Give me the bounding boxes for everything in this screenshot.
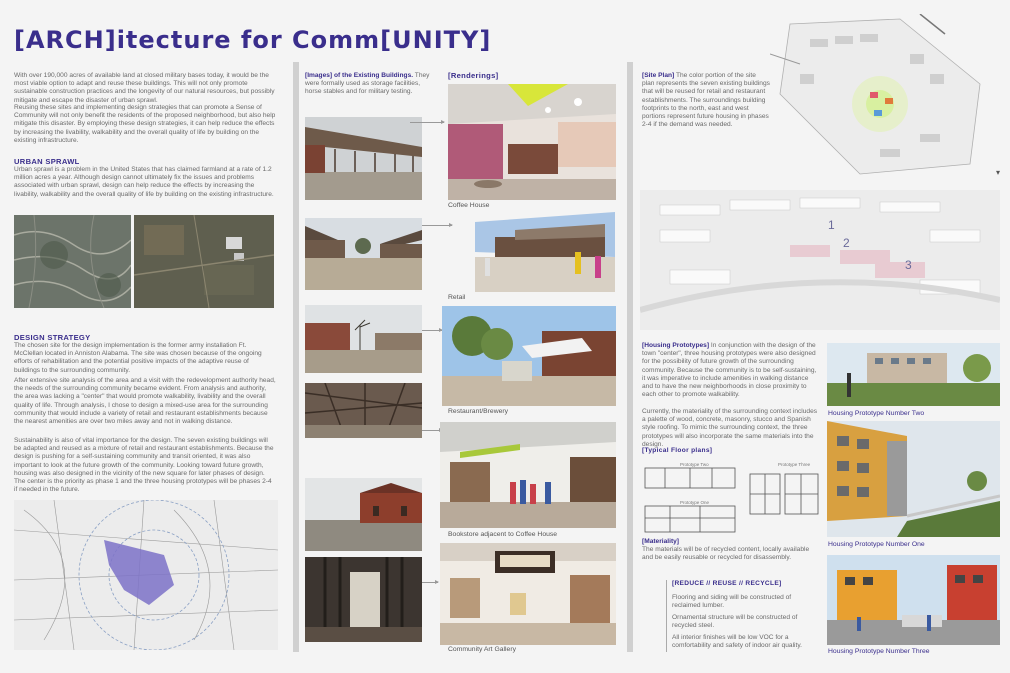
- aerial-photo-sprawl-2: [134, 215, 274, 308]
- housing-materiality-context: Currently, the materiality of the surrounding context includes a palette of wood, concrete, masonry, stucco and Spanish style roofing. To mimic the surrounding context, the three prototypes will also incorporate the same materials into the design.: [642, 408, 818, 448]
- housing-prototype-two-render: [827, 343, 1000, 406]
- floor-plan-three: [745, 464, 823, 522]
- arrow-3: [422, 330, 442, 331]
- caption-bookstore: Bookstore adjacent to Coffee House: [448, 531, 558, 538]
- design-strategy-paragraph-2: After extensive site analysis of the area and a visit with the redevelopment authority head, the needs of the surrounding community became evident. From analysis and authority, the area was lacking a "center" that would promote walkability, livability and the overall quality of life. Through analysis, I chose to design a mixed-use area for the surrounding community that would include a variety of retail and restaurant establishments because the nearest amenities are over two miles away and not in walking distance.: [14, 377, 276, 426]
- housing-prototype-one-render: [827, 421, 1000, 537]
- renderings-heading: [Renderings]: [448, 71, 499, 80]
- design-strategy-paragraph-1: The chosen site for the design implementation is the former army installation Ft. McClellan located in Anniston Alabama. The site was chosen because of the ongoing efforts of rehabilitation and the potential positive impacts of the adaptive reuse of buildings to the surrounding community.: [14, 342, 262, 374]
- site-marker-2: 2: [843, 236, 850, 250]
- caption-housing-prototype-one: Housing Prototype Number One: [828, 541, 925, 548]
- column-divider-right: [627, 62, 633, 652]
- rendering-art-gallery: [440, 543, 616, 645]
- existing-building-photo-4: [305, 383, 422, 438]
- plan-label-prototype-two: Prototype Two: [680, 462, 709, 467]
- housing-prototypes-heading: [Housing Prototypes]: [642, 342, 710, 349]
- urban-sprawl-text: Urban sprawl is a problem in the United States that has claimed farmland at a rate of 1.2 million acres a year. Although design cannot ultimately fix the issues and problems associated with urban sprawl, design can help reduce the effects by increasing the livability, walkability and the overall quality of life by building on the existing infrastructure.: [14, 166, 274, 198]
- typical-floor-plans-heading: [Typical Floor plans]: [642, 447, 713, 454]
- design-strategy-paragraph-3: Sustainability is also of vital importance for the design. The seven existing buildings will be adapted and reused as a mixture of retail and restaurant establishments. Because the design is pushing for a self-sustaining community and transit oriented, it was also important to look at the future growth of the community. Looking toward future growth, housing was also designed in the vicinity of the new square for later phases of design. The center is the priority as phase 1 and the three housing prototypes will be phases 2-4 if needed in the future.: [14, 437, 274, 494]
- poster-title: [ARCH]itecture for Comm[UNITY]: [14, 26, 492, 54]
- site-plan-heading: [Site Plan]: [642, 72, 675, 79]
- existing-images-heading-label: [Images] of the Existing Buildings.: [305, 72, 414, 79]
- existing-building-photo-3: [305, 305, 422, 373]
- site-plan-body: The color portion of the site plan represents the seven existing buildings that will be reused for retail and restaurant establishments. The surroundings building footprints to the north, east and west portions represent future housing in phases 2-4 if the demand was needed.: [642, 72, 770, 129]
- plan-label-prototype-three: Prototype Three: [778, 462, 811, 467]
- housing-prototypes-text: [642, 342, 820, 399]
- reduce-item-3: All interior finishes will be low VOC for a comfortability and safety of indoor air quality.: [672, 634, 802, 650]
- aerial-perspective-render: [640, 190, 1000, 330]
- caption-retail: Retail: [448, 294, 466, 301]
- existing-building-photo-5: [305, 478, 422, 551]
- rendering-coffee-house: [448, 84, 616, 200]
- caption-housing-prototype-three: Housing Prototype Number Three: [828, 648, 930, 655]
- scroll-down-icon: ▾: [996, 168, 1001, 177]
- existing-building-photo-1: [305, 117, 422, 200]
- caption-housing-prototype-two: Housing Prototype Number Two: [828, 410, 925, 417]
- site-marker-1: 1: [828, 218, 835, 232]
- reduce-reuse-recycle-heading: [REDUCE // REUSE // RECYCLE]: [672, 580, 782, 587]
- materiality-heading: [Materiality]: [642, 538, 680, 545]
- aerial-photo-sprawl-1: [14, 215, 131, 308]
- site-location-map: [14, 500, 278, 650]
- housing-prototype-three-render: [827, 555, 1000, 645]
- design-strategy-heading: DESIGN STRATEGY: [14, 333, 91, 342]
- column-divider-left: [293, 62, 299, 652]
- materiality-text: [642, 538, 820, 563]
- intro-paragraph-2: Reusing these sites and implementing design strategies that can promote a Sense of Community will not only benefit the residents of the proposed neighborhood, but also help mitigate this disaster. By employing these design strategies, it can help reduce the effects by increasing the livability, walkability and the overall quality of life by building on the existing infrastructure.: [14, 104, 276, 144]
- caption-restaurant-brewery: Restaurant/Brewery: [448, 408, 509, 415]
- existing-images-text: They were formally used as storage facilities, horse stables and for military testing.: [305, 72, 430, 96]
- arrow-1: [410, 122, 444, 123]
- site-plan-drawing: [770, 14, 1000, 178]
- arrow-2: [422, 225, 452, 226]
- housing-prototypes-body: In conjunction with the design of the town "center", three housing prototypes were also designed for the possibility of future growth of the surrounding community. Because the community is to be self-sustaining, it was imperative to include amenities in walking distance and to have the new neighborhoods in close proximity to each other to promote walkability.: [642, 342, 817, 399]
- arrow-4: [422, 430, 442, 431]
- reduce-item-1: Flooring and siding will be constructed of reclaimed lumber.: [672, 594, 792, 610]
- existing-building-photo-6: [305, 557, 422, 642]
- materiality-body: The materials will be of recycled content, locally available and be easily reusable or recycled for disassembly.: [642, 546, 810, 562]
- intro-paragraph-1: With over 190,000 acres of available land at closed military bases today, it would be the most viable option to adapt and reuse these buildings. This will not only promote sustainable construction practices and the longevity of our natural resources, but possibly mitigate and escape the disaster of urban sprawl.: [14, 72, 275, 104]
- site-marker-3: 3: [905, 258, 912, 272]
- caption-art-gallery: Community Art Gallery: [448, 646, 516, 653]
- plan-label-prototype-one: Prototype One: [680, 500, 710, 505]
- caption-coffee-house: Coffee House: [448, 202, 490, 209]
- urban-sprawl-heading: URBAN SPRAWL: [14, 157, 80, 166]
- reduce-accent-line: [666, 580, 667, 652]
- arrow-5: [422, 582, 438, 583]
- rendering-restaurant-brewery: [442, 306, 616, 406]
- existing-images-heading: [305, 72, 435, 97]
- site-plan-text: [642, 72, 770, 129]
- existing-building-photo-2: [305, 218, 422, 290]
- rendering-retail: [455, 212, 615, 292]
- reduce-item-2: Ornamental structure will be constructed of recycled steel.: [672, 614, 798, 630]
- rendering-bookstore: [440, 422, 616, 528]
- floor-plans-one-two: [640, 458, 740, 536]
